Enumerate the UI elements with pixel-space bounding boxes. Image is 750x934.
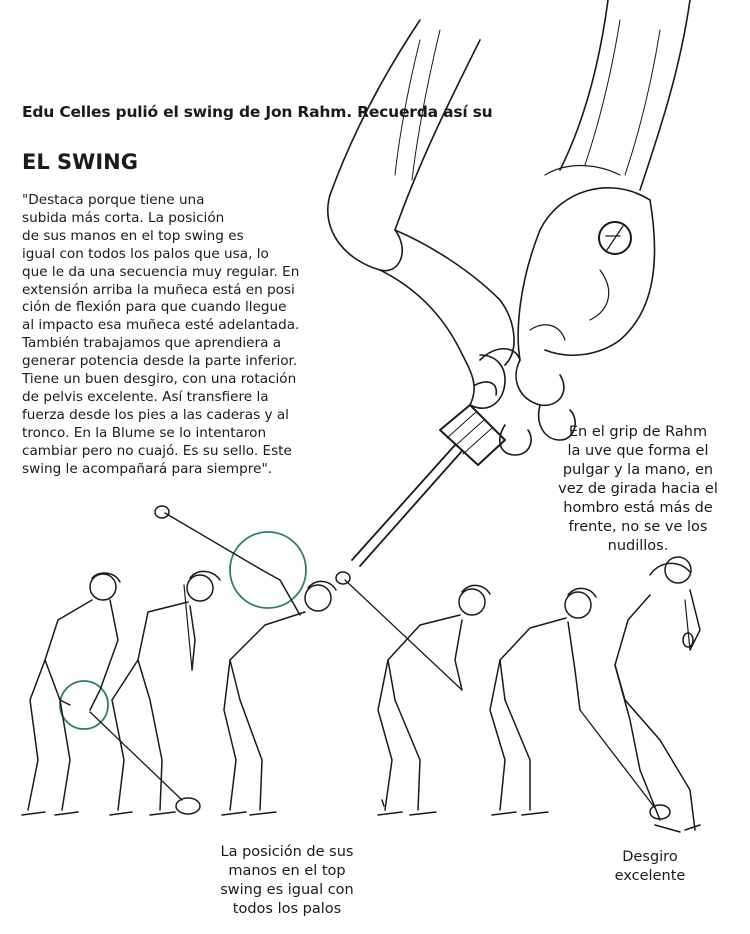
annotation-line: hombro está más de: [563, 500, 713, 516]
quote-line: que le da una secuencia muy regular. En: [22, 263, 300, 280]
golfer-takeaway: [110, 571, 220, 815]
desgiro-annotation: [595, 848, 705, 886]
headline: Edu Celles pulió el swing de Jon Rahm. Recuerda así su: [22, 103, 493, 121]
top-swing-highlight: [230, 532, 306, 608]
annotation-line: nudillos.: [607, 538, 669, 554]
quote-line: fuerza desde los pies a las caderas y al: [22, 406, 289, 423]
annotation-line: En el grip de Rahm: [568, 424, 708, 440]
quote-line: subida más corta. La posición: [22, 209, 225, 226]
quote-line: de pelvis excelente. Así transfiere la: [22, 388, 269, 405]
annotation-line: vez de girada hacia el: [558, 481, 718, 497]
annotation-line: manos en el top: [228, 863, 346, 879]
quote-line: swing le acompañará para siempre".: [22, 460, 273, 477]
annotation-line: Desgiro: [622, 849, 678, 865]
quote-line: También trabajamos que aprendiera a: [22, 335, 282, 352]
quote-line: tronco. En la Blume se lo intentaron: [22, 424, 267, 441]
annotation-line: pulgar y la mano, en: [562, 462, 714, 478]
quote-line: ción de flexión para que cuando llegue: [22, 299, 287, 316]
coach-quote: [22, 192, 332, 479]
quote-line: de sus manos en el top swing es: [22, 227, 244, 244]
highlight-circles: [60, 532, 306, 729]
quote-line: Tiene un buen desgiro, con una rotación: [22, 371, 297, 388]
golfer-top-swing: [155, 506, 336, 815]
quote-line: extensión arriba la muñeca está en posi: [22, 281, 295, 298]
annotation-line: todos los palos: [232, 901, 342, 917]
section-title: EL SWING: [22, 150, 138, 174]
annotation-line: swing es igual con: [220, 882, 354, 898]
quote-line: cambiar pero no cuajó. Es su sello. Este: [22, 442, 292, 459]
annotation-line: la uve que forma el: [567, 443, 709, 459]
golfer-downswing: [336, 572, 490, 815]
quote-line: "Destaca porque tiene una: [22, 192, 205, 208]
golfer-finish: [615, 557, 700, 832]
top-swing-annotation: [192, 843, 382, 919]
annotation-line: excelente: [614, 868, 686, 884]
golfer-address: [22, 573, 200, 815]
annotation-line: La posición de sus: [220, 844, 354, 860]
quote-line: generar potencia desde la parte inferior.: [22, 353, 298, 370]
quote-line: al impacto esa muñeca esté adelantada.: [22, 317, 300, 334]
grip-annotation: [553, 423, 723, 556]
quote-line: igual con todos los palos que usa, lo: [22, 245, 269, 262]
annotation-line: frente, no se ve los: [568, 519, 708, 535]
golfer-impact: [490, 588, 670, 819]
